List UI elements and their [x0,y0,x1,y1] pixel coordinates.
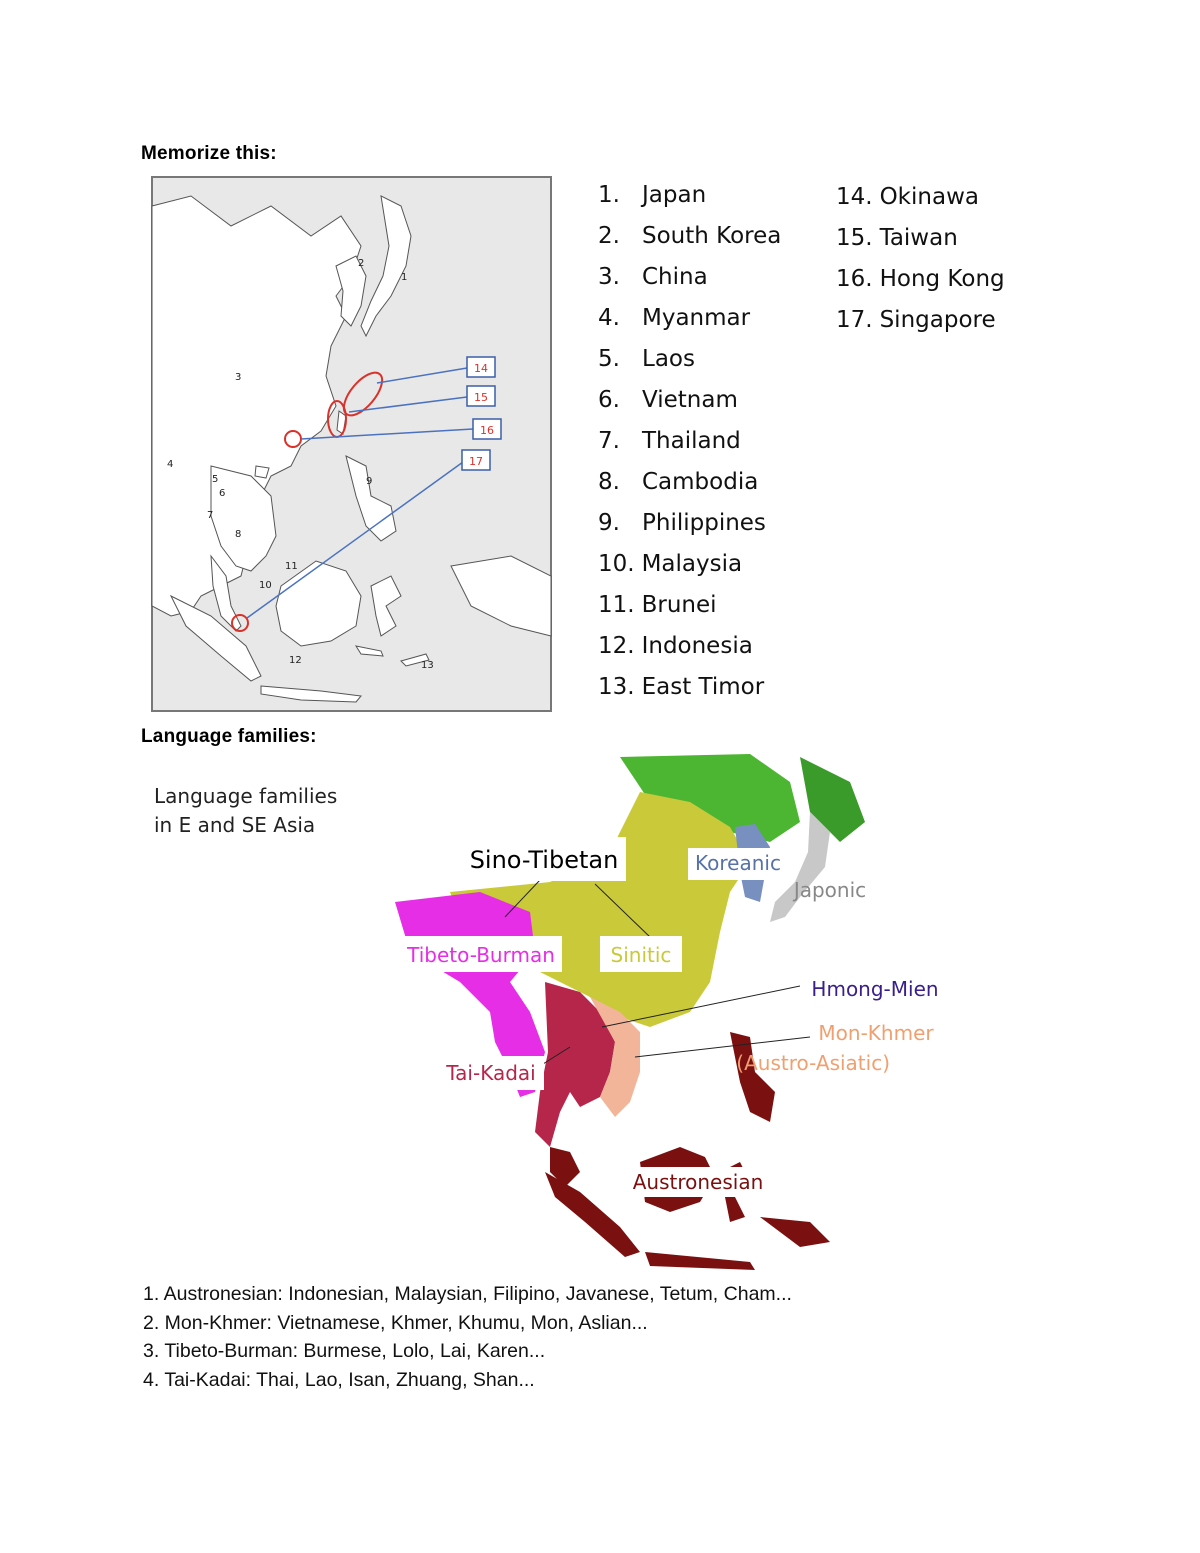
map-num-2: 2 [358,258,365,269]
country-number: 14. [836,184,873,210]
label-sinitic [600,936,682,972]
note-line: 3. Tibeto-Burman: Burmese, Lolo, Lai, Karen... [143,1340,546,1362]
memorize-heading: Memorize this: [141,143,277,164]
country-item [836,184,979,210]
language-families-heading: Language families: [141,726,317,747]
note-line: 4. Tai-Kadai: Thai, Lao, Isan, Zhuang, Shan... [143,1368,535,1391]
map-num-9: 9 [366,476,373,487]
language-notes [143,1280,792,1394]
country-name: Malaysia [641,551,743,577]
svg-text:(Austro-Asiatic): (Austro-Asiatic) [736,1051,890,1075]
country-number: 17. [836,307,873,333]
country-number: 9. [598,510,620,536]
country-item [598,223,781,249]
svg-text:15: 15 [474,391,488,404]
box-14 [467,357,495,377]
country-item [598,305,750,331]
country-number: 15. [836,225,873,251]
country-name: East Timor [641,674,765,700]
country-item [836,225,958,251]
country-item [836,266,1005,292]
svg-text:Sinitic: Sinitic [610,943,672,967]
country-name: Vietnam [642,387,738,413]
country-name: Indonesia [641,633,753,659]
svg-text:Sino-Tibetan: Sino-Tibetan [469,846,619,874]
country-number: 5. [598,346,620,372]
box-17 [462,450,490,470]
country-number: 11. [598,592,635,618]
country-item [598,551,742,577]
map-num-4: 4 [167,459,174,470]
country-name: Myanmar [642,305,751,331]
map-num-12: 12 [289,655,302,666]
country-name: Brunei [641,592,717,618]
label-hmong-mien [800,974,950,1004]
country-item [598,264,708,290]
country-name: Laos [642,346,695,372]
country-item [598,510,766,536]
label-koreanic [688,848,788,880]
svg-text:Koreanic: Koreanic [695,851,781,875]
map-num-1: 1 [401,272,408,283]
country-name: Thailand [642,428,741,454]
map-num-5: 5 [212,474,219,485]
label-mon-khmer [736,1021,934,1075]
map-num-6: 6 [219,488,226,499]
label-austronesian [628,1167,768,1197]
label-tai-kadai [440,1056,544,1090]
box-16 [473,419,501,439]
map-num-3: 3 [235,372,242,383]
note-line: 2. Mon-Khmer: Vietnamese, Khmer, Khumu, Mon, Aslian... [143,1311,648,1334]
svg-text:Austronesian: Austronesian [632,1170,764,1194]
country-name: China [642,264,708,290]
svg-text:14: 14 [474,362,488,375]
country-number: 3. [598,264,620,290]
svg-text:16: 16 [480,424,494,437]
svg-text:Tibeto-Burman: Tibeto-Burman [407,943,555,967]
map-num-7: 7 [207,510,214,521]
language-families-map [330,752,939,1272]
box-15 [467,386,495,406]
language-map-title: Language families in E and SE Asia [154,784,338,837]
country-name: South Korea [642,223,782,249]
country-item [598,182,706,208]
svg-text:Japonic: Japonic [793,878,867,902]
country-number: 4. [598,305,620,331]
country-number: 6. [598,387,620,413]
country-item [598,428,741,454]
country-item [598,674,764,700]
country-number: 2. [598,223,620,249]
country-name: Philippines [642,510,766,536]
map-num-10: 10 [259,580,272,591]
country-item [836,307,996,333]
country-number: 13. [598,674,635,700]
country-number: 7. [598,428,620,454]
country-item [598,469,758,495]
map-num-8: 8 [235,529,242,540]
country-name: Japan [642,182,707,208]
country-number: 1. [598,182,620,208]
label-sino-tibetan [462,837,626,881]
svg-text:Tai-Kadai: Tai-Kadai [446,1061,536,1085]
label-japonic [792,878,866,902]
country-number: 16. [836,266,873,292]
country-item [598,346,695,372]
country-name: Taiwan [879,225,958,251]
country-item [598,592,717,618]
country-item [598,633,753,659]
country-name: Cambodia [642,469,759,495]
country-number: 8. [598,469,620,495]
map-num-11: 11 [285,561,298,572]
svg-text:Mon-Khmer: Mon-Khmer [818,1021,934,1045]
note-line: 1. Austronesian: Indonesian, Malaysian, Filipino, Javanese, Tetum, Cham... [143,1283,792,1305]
country-number: 12. [598,633,635,659]
country-name: Singapore [879,307,996,333]
map-num-13: 13 [421,660,434,671]
svg-text:17: 17 [469,455,483,468]
country-item [598,387,738,413]
country-name: Hong Kong [879,266,1005,292]
country-number: 10. [598,551,635,577]
southeast-asia-outline-map [151,176,552,712]
svg-text:Hmong-Mien: Hmong-Mien [811,977,939,1001]
country-name: Okinawa [879,184,979,210]
label-tibeto-burman [400,936,562,972]
